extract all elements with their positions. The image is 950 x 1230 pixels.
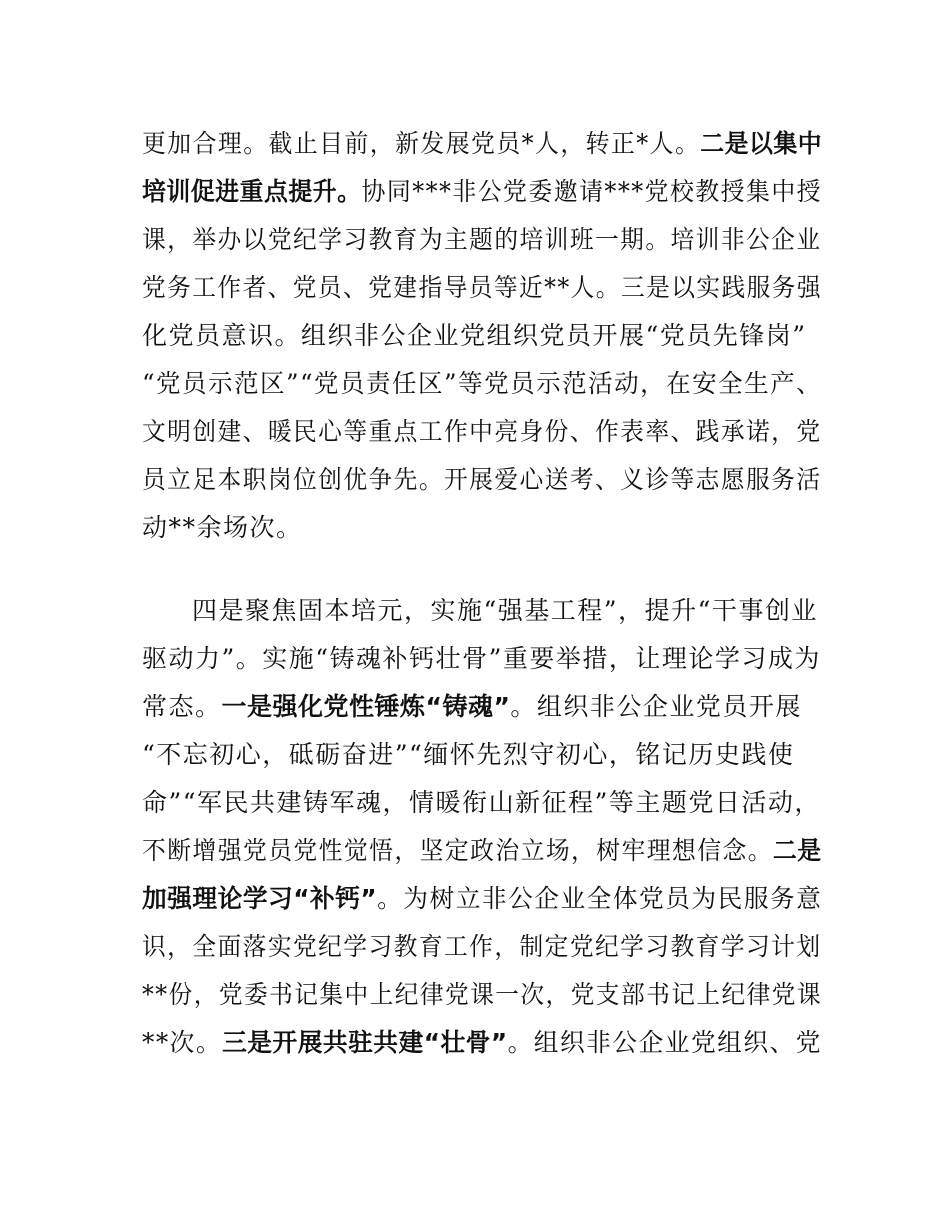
text-span: 。组织非公企业党组织、党 <box>507 1028 822 1057</box>
paragraph-2-line-10 <box>142 1026 822 1060</box>
paragraph-1-line-8: 员立足本职岗位创优争先。开展爱心送考、义诊等志愿服务活 <box>142 465 822 494</box>
paragraph-2-line-8: 识，全面落实党纪学习教育工作，制定党纪学习教育学习计划 <box>142 932 822 961</box>
paragraph-2-line-9: **份，党委书记集中上纪律党课一次，党支部书记上纪律党课 <box>142 980 823 1009</box>
text-span: 常态。 <box>142 692 222 721</box>
bold-heading-span: 二是以集中 <box>700 129 823 158</box>
paragraph-1-line-3: 课，举办以党纪学习教育为主题的培训班一期。培训非公企业 <box>142 225 822 254</box>
text-span: 。组织非公企业党员开展 <box>510 692 802 721</box>
bold-heading-span: 加强理论学习“补钙” <box>142 884 378 913</box>
paragraph-1-line-7: 文明创建、暖民心等重点工作中亮身份、作表率、践承诺，党 <box>142 417 822 446</box>
bold-heading-span: 一是强化党性锤炼“铸魂” <box>221 692 511 721</box>
text-span: 不断增强党员党性觉悟，坚定政治立场，树牢理想信念。 <box>142 836 773 865</box>
paragraph-1-line-5: 化党员意识。组织非公企业党组织党员开展“党员先锋岗” <box>142 321 807 350</box>
bold-heading-span: 二是 <box>772 836 822 865</box>
paragraph-1-line-6: “党员示范区”“党员责任区”等党员示范活动，在安全生产、 <box>142 369 823 398</box>
paragraph-1-line-9: 动**余场次。 <box>142 513 303 542</box>
text-span: 更加合理。截止目前，新发展党员*人，转正*人。 <box>142 129 701 158</box>
paragraph-2-line-5: 命”“军民共建铸军魂，情暖衔山新征程”等主题党日活动， <box>142 788 821 817</box>
bold-heading-span: 三是开展共驻共建“壮骨” <box>222 1028 508 1057</box>
paragraph-2-line-3 <box>142 690 802 724</box>
text-span: 协同***非公党委邀请***党校教授集中授 <box>361 177 823 206</box>
text-span: 。为树立非公企业全体党员为民服务意 <box>377 884 823 913</box>
paragraph-2-line-1: 四是聚焦固本培元，实施“强基工程”，提升“干事创业 <box>192 596 818 625</box>
paragraph-2-line-4: “不忘初心，砥砺奋进”“缅怀先烈守初心，铭记历史践使 <box>142 740 795 769</box>
text-span: **次。 <box>142 1028 223 1057</box>
paragraph-1-line-2 <box>142 175 822 209</box>
bold-heading-span: 培训促进重点提升。 <box>142 177 362 206</box>
paragraph-2-line-2: 驱动力”。实施“铸魂补钙壮骨”重要举措，让理论学习成为 <box>142 644 821 673</box>
paragraph-2-line-7 <box>142 882 822 916</box>
paragraph-1-line-4: 党务工作者、党员、党建指导员等近**人。三是以实践服务强 <box>142 273 823 302</box>
paragraph-2-line-6 <box>142 834 822 868</box>
paragraph-1-line-1 <box>142 127 822 161</box>
